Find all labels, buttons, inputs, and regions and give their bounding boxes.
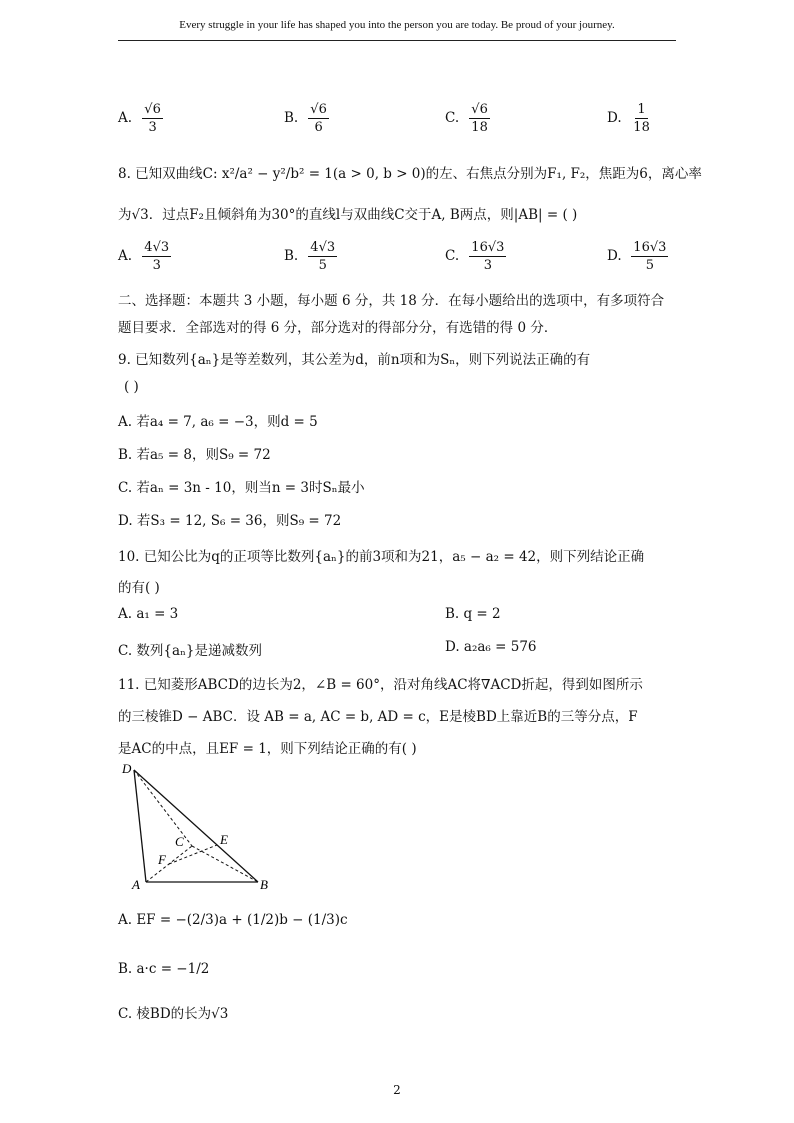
vertex-label-d: D (122, 761, 132, 776)
q10-option-d[interactable]: D. a₂a₆ = 576 (445, 639, 537, 655)
page-number: 2 (393, 1083, 401, 1097)
q9-option-a[interactable]: A. 若a₄ = 7, a₆ = −3，则d = 5 (118, 414, 318, 430)
q9-stem: 9. 已知数列{aₙ}是等差数列，其公差为d，前n项和为Sₙ，则下列说法正确的有 (118, 352, 591, 368)
q8-option-d[interactable]: D. $\frac{16√3}{5}$ (607, 240, 667, 273)
q7-option-c[interactable]: C. $\frac{√6}{18}$ (445, 102, 488, 135)
q11-option-c[interactable]: C. 棱BD的长为√3 (118, 1006, 229, 1022)
q10-option-b[interactable]: B. q = 2 (445, 606, 501, 622)
q9-option-b[interactable]: B. 若a₅ = 8，则S₉ = 72 (118, 447, 271, 463)
q8-option-a[interactable]: A. $\frac{4√3}{3}$ (118, 240, 170, 273)
vertex-label-a: A (132, 877, 140, 892)
tetrahedron-figure (112, 758, 282, 896)
q8-stem-line1: 8. 已知双曲线C: x²/a² − y²/b² = 1(a > 0, b > 0)的左、右焦点分别为F₁, F₂，焦距为6，离心率 (118, 166, 702, 182)
q8-option-b[interactable]: B. $\frac{4√3}{5}$ (284, 240, 336, 273)
q11-option-b[interactable]: B. a·c = −1/2 (118, 961, 210, 977)
vertex-label-c: C (175, 834, 184, 849)
section2-instructions-line1: 二、选择题：本题共 3 小题，每小题 6 分，共 18 分．在每小题给出的选项中，有多项符合 (118, 293, 665, 309)
q8-stem-line2: 为√3．过点F₂且倾斜角为30°的直线l与双曲线C交于A, B两点，则|AB| = ( ) (118, 207, 578, 223)
q11-stem-line1: 11. 已知菱形ABCD的边长为2，∠B = 60°，沿对角线AC将∇ACD折起，得到如图所示 (118, 677, 643, 693)
q10-option-a[interactable]: A. a₁ = 3 (118, 606, 179, 622)
header-divider (118, 40, 676, 41)
q9-option-d[interactable]: D. 若S₃ = 12, S₆ = 36，则S₉ = 72 (118, 513, 342, 529)
q9-option-c[interactable]: C. 若aₙ = 3n - 10，则当n = 3时Sₙ最小 (118, 480, 365, 496)
q7-option-b[interactable]: B. $\frac{√6}{6}$ (284, 102, 327, 135)
edge-da (134, 770, 146, 882)
q11-stem-line2: 的三棱锥D − ABC．设 AB = a, AC = b, AD = c，E是棱BD上靠近B的三等分点，F (118, 709, 638, 725)
page-header-motto: Every struggle in your life has shaped you into the person you are today. Be proud of your journey. (179, 19, 615, 31)
q10-stem-line1: 10. 已知公比为q的正项等比数列{aₙ}的前3项和为21，a₅ − a₂ = 42，则下列结论正确 (118, 549, 645, 565)
q10-option-c[interactable]: C. 数列{aₙ}是递减数列 (118, 643, 262, 659)
q9-answer-paren: ( ) (124, 379, 139, 395)
q7-option-a[interactable]: A. $\frac{√6}{3}$ (118, 102, 161, 135)
vertex-label-b: B (260, 877, 268, 892)
q8-option-c[interactable]: C. $\frac{16√3}{3}$ (445, 240, 505, 273)
point-label-f: F (158, 852, 166, 867)
edge-db (134, 770, 258, 882)
q11-option-a[interactable]: A. EF = −(2/3)a + (1/2)b − (1/3)c (118, 912, 348, 928)
point-label-e: E (220, 832, 228, 847)
q10-stem-line2: 的有( ) (118, 580, 160, 596)
section2-instructions-line2: 题目要求．全部选对的得 6 分，部分选对的得部分分，有选错的得 0 分． (118, 320, 558, 336)
q7-option-d[interactable]: D. $\frac{1}{18}$ (607, 102, 650, 135)
q11-stem-line3: 是AC的中点，且EF = 1，则下列结论正确的有( ) (118, 741, 417, 757)
